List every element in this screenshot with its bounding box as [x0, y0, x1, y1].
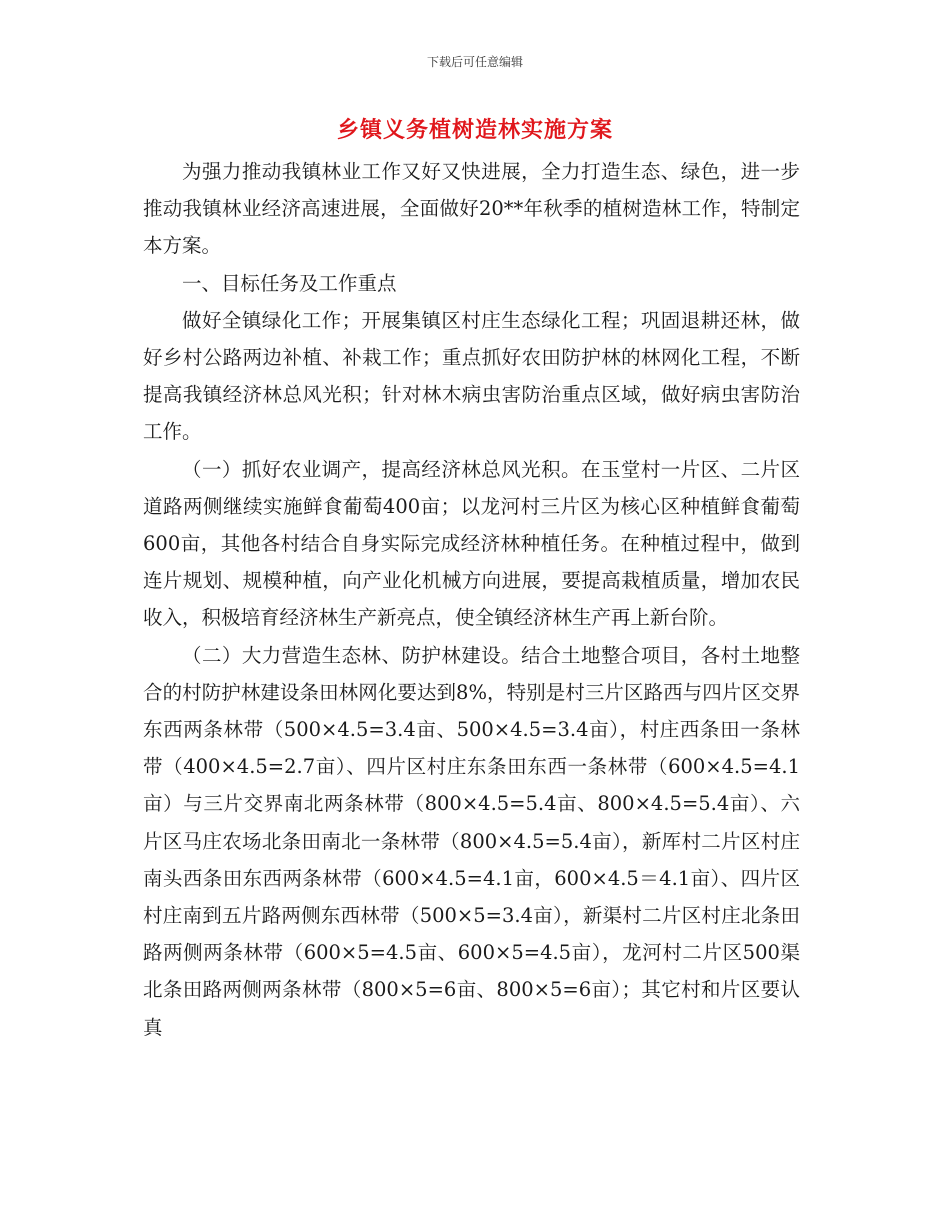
document-body	[143, 153, 800, 1046]
intro-paragraph: 为强力推动我镇林业工作又好又快进展，全力打造生态、绿色，进一步推动我镇林业经济高速进展，全面做好20**年秋季的植树造林工作，特制定本方案。	[143, 160, 800, 258]
goals-paragraph: 做好全镇绿化工作；开展集镇区村庄生态绿化工程；巩固退耕还林，做好乡村公路两边补植、补栽工作；重点抓好农田防护林的林网化工程，不断提高我镇经济林总风光积；针对林木病虫害防治重点区域，做好病虫害防治工作。	[143, 308, 800, 444]
subsection-economic-forest: （一）抓好农业调产，提高经济林总风光积。在玉堂村一片区、二片区道路两侧继续实施鲜食葡萄400亩；以龙河村三片区为核心区种植鲜食葡萄600亩，其他各村结合自身实际完成经济林种植任务。在种植过程中，做到连片规划、规模种植，向产业化机械方向进展，要提高栽植质量，增加农民收入，积极培育经济林生产新亮点，使全镇经济林生产再上新台阶。	[143, 457, 800, 630]
section-heading-goals: 一、目标任务及工作重点	[182, 271, 397, 295]
document-title: 乡镇义务植树造林实施方案	[336, 118, 613, 143]
page-header-note: 下载后可任意编辑	[426, 55, 523, 69]
subsection-protective-forest: （二）大力营造生态林、防护林建设。结合土地整合项目，各村土地整合的村防护林建设条田林网化要达到8%，特别是村三片区路西与四片区交界东西两条林带（500×4.5=3.4亩、500×4.5=3.4亩），村庄西条田一条林带（400×4.5=2.7亩）、四片区村庄东条田东西一条林带（600×4.5=4.1亩）与三片交界南北两条林带（800×4.5=5.4亩、800×4.5=5.4亩）、六片区马庄农场北条田南北一条林带（800×4.5=5.4亩），新厍村二片区村庄南头西条田东西两条林带（600×4.5=4.1亩，600×4.5＝4.1亩）、四片区村庄南到五片路两侧东西林带（500×5=3.4亩），新渠村二片区村庄北条田路两侧两条林带（600×5=4.5亩、600×5=4.5亩），龙河村二片区500渠北条田路两侧两条林带（800×5=6亩、800×5=6亩）；其它村和片区要认真	[143, 643, 800, 1039]
